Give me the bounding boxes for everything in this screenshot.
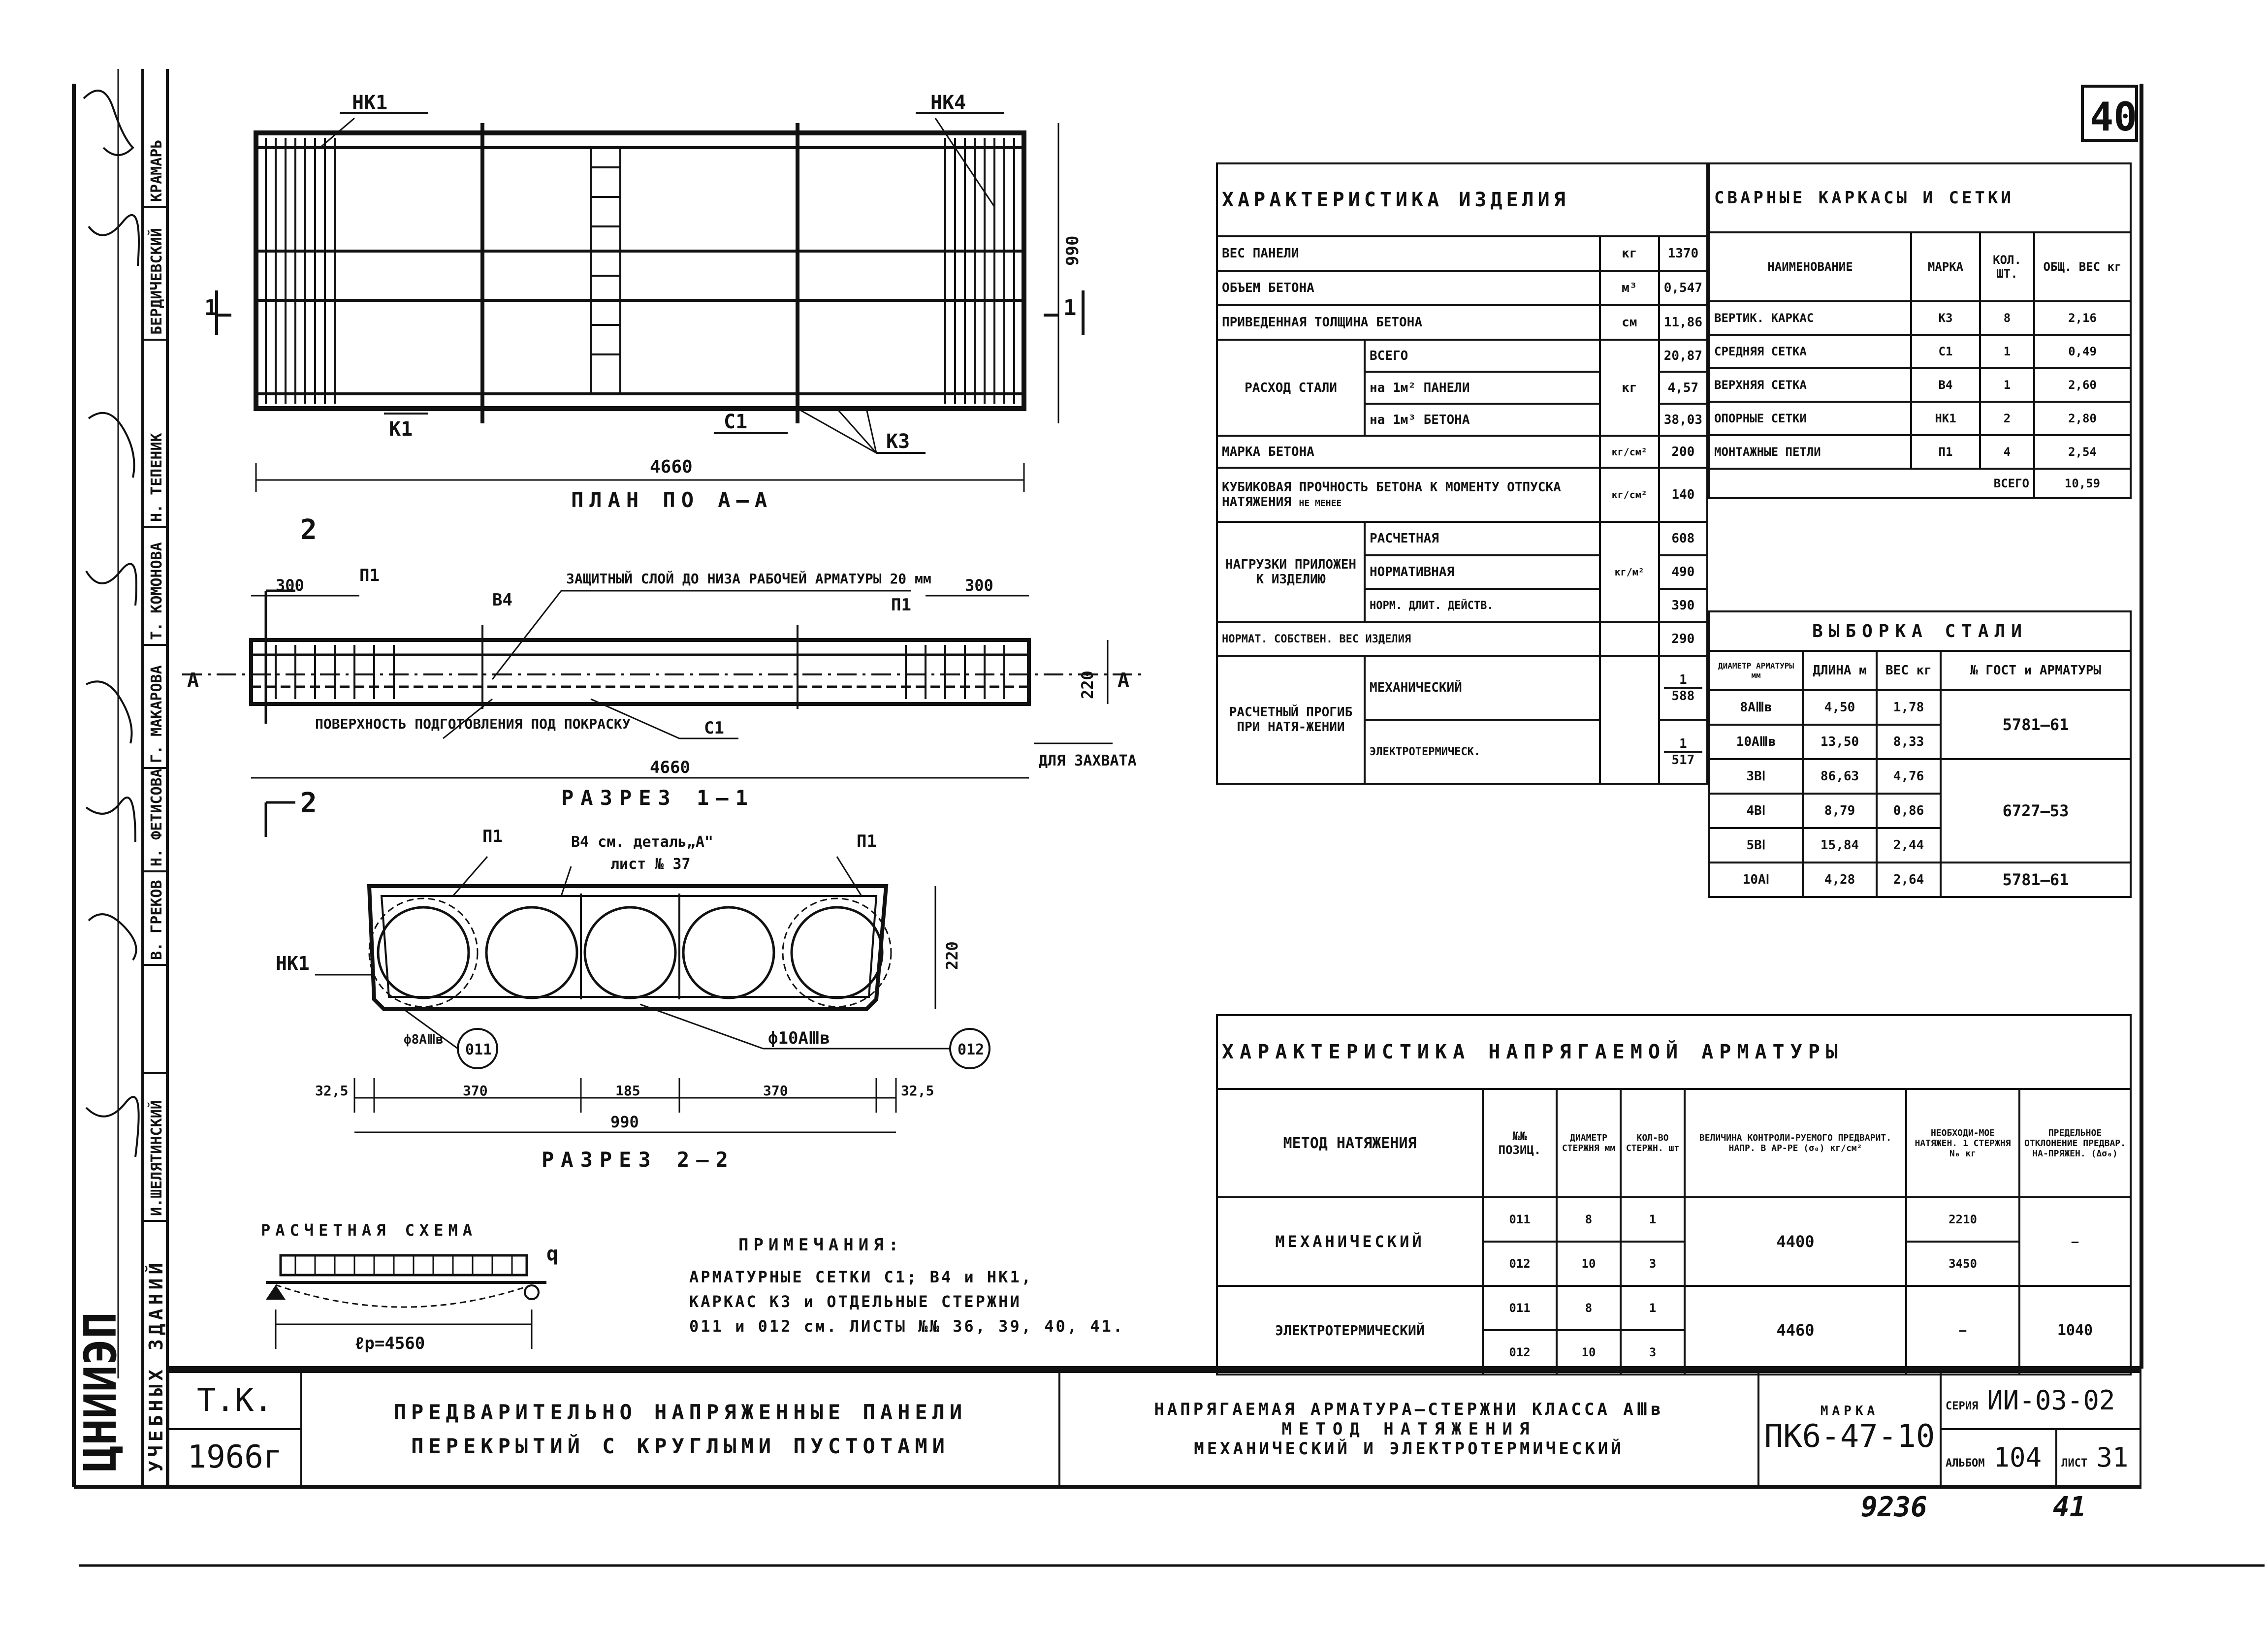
cages-title: СВАРНЫЕ КАРКАСЫ И СЕТКИ (1709, 163, 2131, 232)
prestress-mech-count: 1 (1621, 1197, 1685, 1242)
sec1-p1-left: П1 (359, 566, 380, 585)
row-volume-label: ОБЪЕМ БЕТОНА (1217, 271, 1600, 305)
institute-name: ЦНИИЭП (75, 1311, 127, 1472)
prestress-el-pos: 011 (1483, 1286, 1557, 1330)
sec2-nk1: НК1 (276, 953, 310, 974)
tb-name-line2: ПЕРЕКРЫТИЙ С КРУГЛЫМИ ПУСТОТАМИ (411, 1434, 950, 1458)
sec2-dim-185: 185 (615, 1083, 640, 1099)
deflection-unit-blank (1600, 656, 1659, 784)
signer-4: Т. КОМОНОВА (148, 542, 165, 640)
own-weight-value: 290 (1659, 622, 1707, 656)
steel-row-weight: 1,78 (1877, 690, 1941, 725)
cages-row-weight: 2,60 (2034, 368, 2131, 402)
cages-total-value: 10,59 (2034, 469, 2131, 498)
sec2-dim-370-right: 370 (763, 1083, 788, 1099)
plan-dim-height: 990 (1063, 235, 1083, 266)
steel-header-diameter: ДИАМЕТР АРМАТУРЫ мм (1709, 651, 1803, 690)
notes (689, 1235, 1124, 1336)
sec1-dim-300-right: 300 (965, 576, 993, 595)
prestress-mech-pos: 012 (1483, 1242, 1557, 1286)
row-volume-unit: м³ (1600, 271, 1659, 305)
cages-row-weight: 2,54 (2034, 435, 2131, 469)
row-weight-unit: кг (1600, 236, 1659, 271)
cages-total-label: ВСЕГО (1709, 469, 2034, 498)
steel-m3-label: на 1м³ БЕТОНА (1365, 404, 1600, 436)
steel-row-length: 15,84 (1803, 828, 1877, 863)
sec1-mark-a-right: А (1118, 669, 1130, 692)
institute-subtitle: УЧЕБНЫХ ЗДАНИЙ (145, 1259, 167, 1472)
plan-cut-mark-right: 1 (1063, 295, 1077, 320)
sec2-o12: 012 (958, 1041, 985, 1058)
welded-cages-table (1708, 162, 2132, 499)
footer-number-left: 9236 (1861, 1491, 1927, 1523)
plan-view (204, 92, 1083, 512)
row-volume-value: 0,547 (1659, 271, 1707, 305)
steel-gost-2: 6727–53 (1941, 759, 2131, 863)
prestress-header-force: НЕОБХОДИ-МОЕ НАТЯЖЕН. 1 СТЕРЖНЯ N₀ кг (1906, 1089, 2019, 1197)
sec2-rod8: ф8АⅢв (404, 1032, 444, 1047)
steel-row-diameter: 10АⅢв (1709, 725, 1803, 759)
sec1-mark-a-left: А (187, 669, 199, 692)
steel-row-weight: 2,44 (1877, 828, 1941, 863)
load-norm-label: НОРМАТИВНАЯ (1365, 555, 1600, 589)
tb-sheet-label: ЛИСТ (2061, 1457, 2088, 1470)
prestress-header-position: №№ ПОЗИЦ. (1483, 1089, 1557, 1197)
steel-row-weight: 8,33 (1877, 725, 1941, 759)
steel-header-gost: № ГОСТ и АРМАТУРЫ (1941, 651, 2131, 690)
scheme-title: РАСЧЕТНАЯ СХЕМА (261, 1221, 477, 1240)
steel-header-weight: ВЕС кг (1877, 651, 1941, 690)
steel-selection-table (1708, 610, 2132, 898)
cages-row-weight: 0,49 (2034, 335, 2131, 368)
deflection-mech-den: 588 (1671, 688, 1695, 703)
cages-header-mark: МАРКА (1911, 232, 1980, 301)
row-weight-value: 1370 (1659, 236, 1707, 271)
prestress-mech-force: 2210 (1906, 1197, 2019, 1242)
steel-consumption-label: РАСХОД СТАЛИ (1217, 340, 1365, 436)
load-long-value: 390 (1659, 589, 1707, 622)
prestress-el-force: — (1906, 1286, 2019, 1374)
cages-row-name: ВЕРТИК. КАРКАС (1709, 301, 1911, 335)
sec2-dim-990: 990 (610, 1113, 639, 1131)
tb-sheet: 31 (2096, 1441, 2129, 1473)
prestress-mech-deviation: — (2019, 1197, 2131, 1286)
tb-name-line1: ПРЕДВАРИТЕЛЬНО НАПРЯЖЕННЫЕ ПАНЕЛИ (393, 1400, 967, 1424)
plan-k3: К3 (886, 430, 910, 453)
tb-desc-line3: МЕХАНИЧЕСКИЙ И ЭЛЕКТРОТЕРМИЧЕСКИЙ (1194, 1438, 1624, 1459)
cages-row-qty: 4 (1980, 435, 2034, 469)
deflection-el-value (1659, 720, 1707, 784)
prestress-el-stress: 4460 (1685, 1286, 1906, 1374)
steel-row-weight: 4,76 (1877, 759, 1941, 794)
cages-row-name: СРЕДНЯЯ СЕТКА (1709, 335, 1911, 368)
steel-row-length: 8,79 (1803, 794, 1877, 828)
steel-gost-1: 5781–61 (1941, 690, 2131, 759)
sec1-cut2-top: 2 (300, 514, 317, 546)
prestress-header-deviation: ПРЕДЕЛЬНОЕ ОТКЛОНЕНИЕ ПРЕДВАР. НА-ПРЯЖЕН. (Δσ₀) (2019, 1089, 2131, 1197)
plan-dim-length: 4660 (650, 457, 693, 477)
steel-m2-label: на 1м² ПАНЕЛИ (1365, 372, 1600, 404)
sec2-sheet-ref: лист № 37 (610, 856, 691, 873)
prestress-mech-stress: 4400 (1685, 1197, 1906, 1286)
signer-2: БЕРДИЧЕВСКИЙ (148, 228, 165, 335)
tb-series-cell (1941, 1372, 2140, 1429)
prestress-mech-label: МЕХАНИЧЕСКИЙ (1217, 1197, 1483, 1286)
sec1-cut2-bottom: 2 (300, 787, 317, 819)
prestress-mech-pos: 011 (1483, 1197, 1557, 1242)
prestress-mech-force: 3450 (1906, 1242, 2019, 1286)
row-thickness-label: ПРИВЕДЕННАЯ ТОЛЩИНА БЕТОНА (1217, 305, 1600, 340)
steel-row-length: 4,28 (1803, 863, 1877, 897)
prestress-el-diam: 10 (1557, 1330, 1621, 1374)
steel-row-diameter: 5ВⅠ (1709, 828, 1803, 863)
deflection-mech-value (1659, 656, 1707, 720)
plan-nk-right: НК4 (930, 92, 966, 114)
cube-strength-sub: НЕ МЕНЕЕ (1299, 498, 1342, 509)
cages-header-qty: КОЛ. ШТ. (1980, 232, 2034, 301)
scheme-load-q: q (546, 1243, 559, 1265)
steel-row-diameter: 10АⅠ (1709, 863, 1803, 897)
prestress-el-count: 1 (1621, 1286, 1685, 1330)
cages-header-name: НАИМЕНОВАНИЕ (1709, 232, 1911, 301)
sec1-b4: В4 (492, 590, 512, 610)
cages-row-qty: 1 (1980, 335, 2034, 368)
product-char-title: ХАРАКТЕРИСТИКА ИЗДЕЛИЯ (1217, 163, 1707, 236)
cages-row-qty: 2 (1980, 402, 2034, 435)
tb-year: 1966г (168, 1429, 301, 1486)
prestress-el-diam: 8 (1557, 1286, 1621, 1330)
cube-strength-value: 140 (1659, 468, 1707, 522)
prestress-title: ХАРАКТЕРИСТИКА НАПРЯГАЕМОЙ АРМАТУРЫ (1217, 1015, 2131, 1089)
cages-row-weight: 2,80 (2034, 402, 2131, 435)
prestress-header-diameter: ДИАМЕТР СТЕРЖНЯ мм (1557, 1089, 1621, 1197)
prestress-el-deviation: 1040 (2019, 1286, 2131, 1374)
notes-line-3: 011 и 012 см. ЛИСТЫ №№ 36, 39, 40, 41. (689, 1317, 1125, 1336)
sec2-height: 220 (943, 941, 961, 970)
tb-tk: Т.К. (168, 1372, 301, 1429)
signer-3: Н. ТЕПЕНИК (148, 433, 165, 522)
cube-strength-unit: кг/см² (1600, 468, 1659, 522)
tb-desc-line1: НАПРЯГАЕМАЯ АРМАТУРА–СТЕРЖНИ КЛАССА АⅢв (1154, 1399, 1664, 1419)
steel-m2-value: 4,57 (1659, 372, 1707, 404)
deflection-mech-label: МЕХАНИЧЕСКИЙ (1365, 656, 1600, 720)
sec2-dim-370-left: 370 (463, 1083, 488, 1099)
load-unit: кг/м² (1600, 522, 1659, 622)
steel-total-label: ВСЕГО (1365, 340, 1600, 372)
prestress-mech-diam: 8 (1557, 1197, 1621, 1242)
concrete-grade-label: МАРКА БЕТОНА (1217, 436, 1600, 468)
tb-description (1059, 1372, 1758, 1486)
section1-title: РАЗРЕЗ 1–1 (561, 786, 755, 810)
row-weight-label: ВЕС ПАНЕЛИ (1217, 236, 1600, 271)
sec1-cover-note: ЗАЩИТНЫЙ СЛОЙ ДО НИЗА РАБОЧЕЙ АРМАТУРЫ 20 мм (566, 571, 931, 587)
tb-desc-line2: МЕТОД НАТЯЖЕНИЯ (1281, 1419, 1536, 1439)
plan-title: ПЛАН ПО А–А (571, 488, 773, 512)
signer-1: КРАМАРЬ (148, 139, 165, 202)
load-calc-value: 608 (1659, 522, 1707, 555)
cages-row-mark: НК1 (1911, 402, 1980, 435)
steel-row-weight: 0,86 (1877, 794, 1941, 828)
steel-row-diameter: 3ВⅠ (1709, 759, 1803, 794)
section-1-1 (182, 514, 1147, 837)
loads-label: НАГРУЗКИ ПРИЛОЖЕН К ИЗДЕЛИЮ (1217, 522, 1365, 622)
prestress-header-method: МЕТОД НАТЯЖЕНИЯ (1217, 1089, 1483, 1197)
left-stamp (75, 69, 167, 1487)
signer-7: В. ГРЕКОВ (148, 880, 165, 960)
sec2-rod10: ф10АⅢв (768, 1028, 830, 1048)
cages-row-mark: П1 (1911, 435, 1980, 469)
signer-5: Г. МАКАРОВА (148, 665, 165, 763)
load-calc-label: РАСЧЕТНАЯ (1365, 522, 1600, 555)
tb-sheet-cell (2056, 1429, 2140, 1486)
tb-mark: ПК6-47-10 (1764, 1418, 1935, 1455)
product-characteristics-table (1216, 162, 1708, 785)
steel-gost-3: 5781–61 (1941, 863, 2131, 897)
cages-row-qty: 8 (1980, 301, 2034, 335)
steel-row-diameter: 8АⅢв (1709, 690, 1803, 725)
row-thickness-unit: см (1600, 305, 1659, 340)
sec1-surface-note: ПОВЕРХНОСТЬ ПОДГОТОВЛЕНИЯ ПОД ПОКРАСКУ (315, 716, 631, 732)
cages-row-mark: С1 (1911, 335, 1980, 368)
sheet-number: 40 (2090, 94, 2138, 140)
own-weight-label: НОРМАТ. СОБСТВЕН. ВЕС ИЗДЕЛИЯ (1217, 622, 1600, 656)
plan-cut-mark-left: 1 (204, 295, 218, 320)
cages-row-mark: В4 (1911, 368, 1980, 402)
notes-title: ПРИМЕЧАНИЯ: (738, 1235, 904, 1255)
sec1-dim-300-left: 300 (276, 576, 304, 595)
sec2-p1-left: П1 (482, 827, 503, 846)
tb-name (301, 1372, 1059, 1486)
tb-album-label: АЛЬБОМ (1946, 1457, 1985, 1470)
deflection-el-label: ЭЛЕКТРОТЕРМИЧЕСК. (1365, 720, 1600, 784)
signer-8: И.ШЕЛЯТИНСКИЙ (148, 1100, 165, 1216)
concrete-grade-value: 200 (1659, 436, 1707, 468)
sec1-grip-note: ДЛЯ ЗАХВАТА (1039, 752, 1137, 769)
sec2-dim-325-right: 32,5 (901, 1083, 934, 1099)
steel-row-length: 4,50 (1803, 690, 1877, 725)
notes-line-1: АРМАТУРНЫЕ СЕТКИ С1; В4 и НК1, (689, 1268, 1033, 1286)
section-2-2 (276, 827, 990, 1172)
calc-scheme (261, 1221, 558, 1353)
prestress-el-pos: 012 (1483, 1330, 1557, 1374)
signer-6: Н. ФЕТИСОВА (148, 768, 165, 866)
deflection-mech-num: 1 (1664, 672, 1702, 689)
cages-row-qty: 1 (1980, 368, 2034, 402)
sec2-o11: 011 (465, 1041, 492, 1058)
sec1-length: 4660 (650, 758, 690, 777)
footer-number-right: 41 (2053, 1491, 2086, 1523)
tb-album-cell (1941, 1429, 2056, 1486)
tb-album: 104 (1993, 1441, 2042, 1473)
cages-row-name: МОНТАЖНЫЕ ПЕТЛИ (1709, 435, 1911, 469)
prestress-mech-diam: 10 (1557, 1242, 1621, 1286)
steel-unit: кг (1600, 340, 1659, 436)
steel-row-weight: 2,64 (1877, 863, 1941, 897)
deflection-el-den: 517 (1671, 752, 1695, 767)
steel-header-length: ДЛИНА м (1803, 651, 1877, 690)
prestress-header-count: КОЛ-ВО СТЕРЖН. шт (1621, 1089, 1685, 1197)
tb-mark-label: МАРКА (1820, 1403, 1879, 1418)
concrete-grade-unit: кг/см² (1600, 436, 1659, 468)
deflection-label: РАСЧЕТНЫЙ ПРОГИБ ПРИ НАТЯ-ЖЕНИИ (1217, 656, 1365, 784)
steel-title: ВЫБОРКА СТАЛИ (1709, 611, 2131, 651)
cube-strength-label: КУБИКОВАЯ ПРОЧНОСТЬ БЕТОНА К МОМЕНТУ ОТПУСКА НАТЯЖЕНИЯ (1222, 480, 1561, 510)
section2-title: РАЗРЕЗ 2–2 (542, 1148, 735, 1172)
tb-series: ИИ-03-02 (1987, 1385, 2115, 1416)
cages-row-mark: К3 (1911, 301, 1980, 335)
prestress-mech-count: 3 (1621, 1242, 1685, 1286)
title-block (167, 1371, 2141, 1487)
plan-nk-left: НК1 (352, 92, 388, 114)
steel-row-length: 13,50 (1803, 725, 1877, 759)
row-thickness-value: 11,86 (1659, 305, 1707, 340)
own-weight-unit-blank (1600, 622, 1659, 656)
cages-row-name: ОПОРНЫЕ СЕТКИ (1709, 402, 1911, 435)
load-long-label: НОРМ. ДЛИТ. ДЕЙСТВ. (1365, 589, 1600, 622)
sec1-c1: С1 (704, 718, 724, 738)
sec1-p1-right: П1 (891, 595, 911, 615)
steel-m3-value: 38,03 (1659, 404, 1707, 436)
sec2-b4-note: В4 см. деталь„А" (571, 833, 713, 851)
prestress-el-count: 3 (1621, 1330, 1685, 1374)
scheme-span: ℓр=4560 (354, 1334, 425, 1353)
cages-header-weight: ОБЩ. ВЕС кг (2034, 232, 2131, 301)
cages-row-name: ВЕРХНЯЯ СЕТКА (1709, 368, 1911, 402)
sec2-p1-right: П1 (857, 831, 877, 851)
sec2-dim-325-left: 32,5 (315, 1083, 349, 1099)
cube-strength-cell (1217, 468, 1600, 522)
plan-k1: К1 (389, 418, 413, 441)
plan-c1: С1 (724, 411, 748, 433)
prestress-table (1216, 1014, 2132, 1375)
deflection-el-num: 1 (1664, 736, 1702, 753)
notes-line-2: КАРКАС К3 и ОТДЕЛЬНЫЕ СТЕРЖНИ (689, 1292, 1022, 1311)
load-norm-value: 490 (1659, 555, 1707, 589)
sec1-height: 220 (1078, 671, 1097, 699)
tb-mark-cell (1758, 1372, 1941, 1486)
steel-total-value: 20,87 (1659, 340, 1707, 372)
prestress-header-stress: ВЕЛИЧИНА КОНТРОЛИ-РУЕМОГО ПРЕДВАРИТ. НАПР. В АР-РЕ (σ₀) кг/см² (1685, 1089, 1906, 1197)
steel-row-diameter: 4ВⅠ (1709, 794, 1803, 828)
tb-series-label: СЕРИЯ (1946, 1400, 1979, 1413)
steel-row-length: 86,63 (1803, 759, 1877, 794)
cages-row-weight: 2,16 (2034, 301, 2131, 335)
prestress-el-label: ЭЛЕКТРОТЕРМИЧЕСКИЙ (1217, 1286, 1483, 1374)
